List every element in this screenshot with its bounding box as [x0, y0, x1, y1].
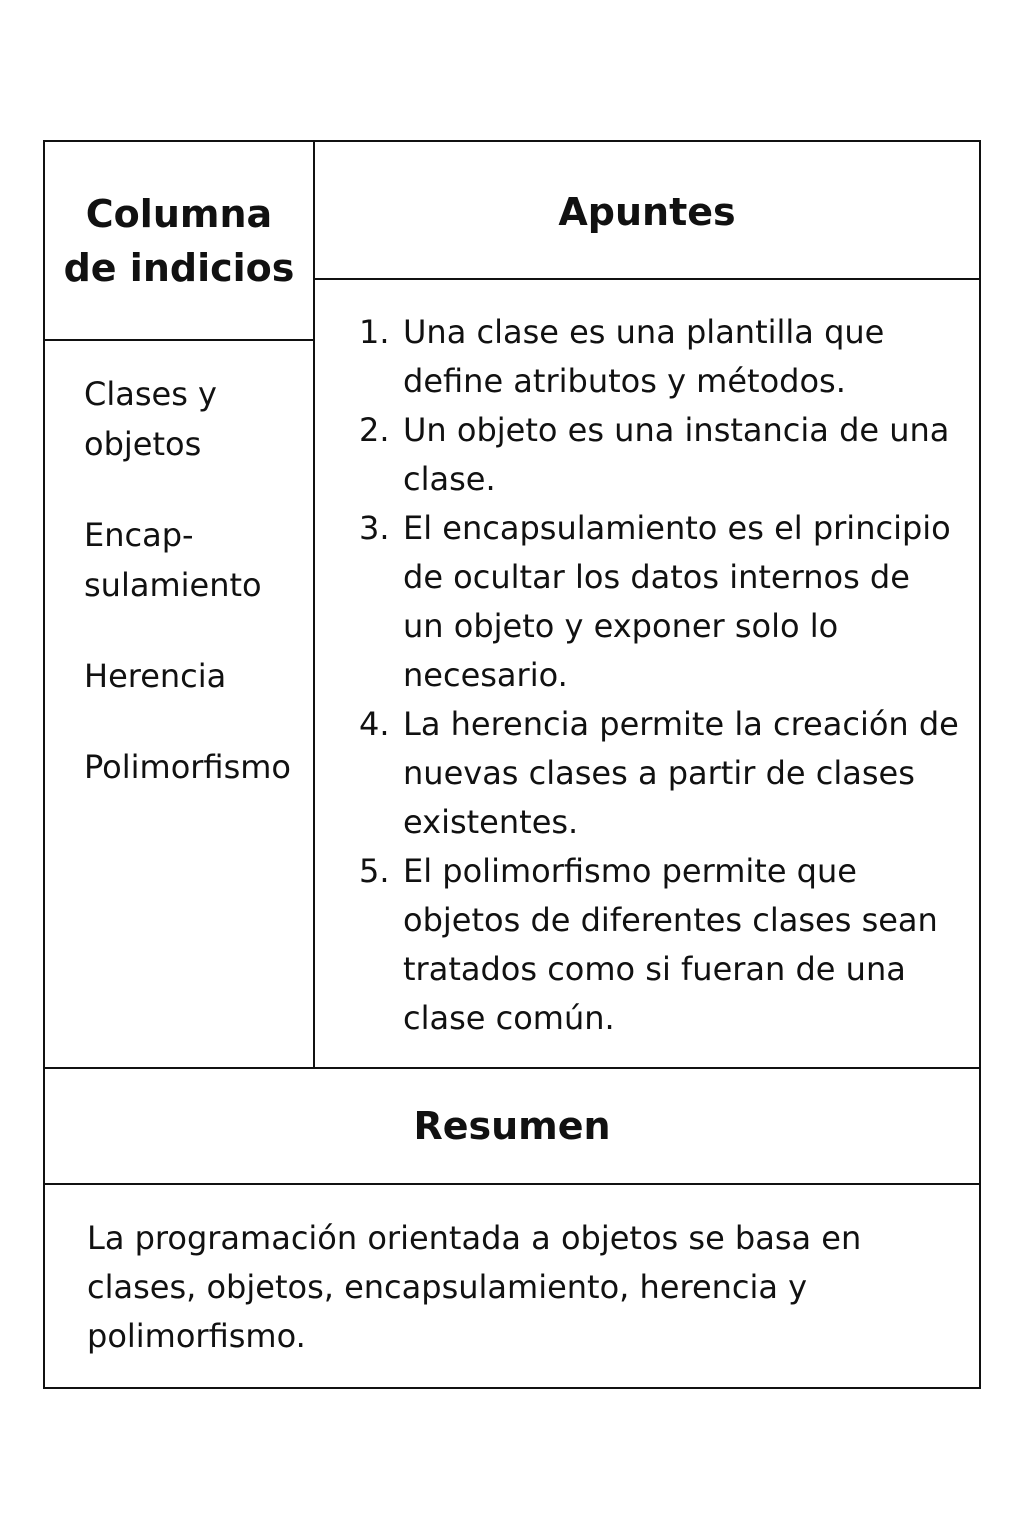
- note-number: 1.: [359, 313, 390, 351]
- note-number: 2.: [359, 411, 390, 449]
- cue-item: Clases y objetos: [84, 375, 217, 463]
- note-text: La herencia permite la creación de nuevas clases a partir de clases existentes.: [403, 705, 959, 841]
- note-number: 5.: [359, 852, 390, 890]
- notes-column: [315, 142, 979, 1067]
- note-item: [359, 406, 959, 504]
- note-item: [359, 504, 959, 700]
- note-item: [359, 700, 959, 847]
- note-item: [359, 308, 959, 406]
- note-item: [359, 847, 959, 1043]
- cornell-notes-sheet: [43, 140, 981, 1389]
- note-number: 3.: [359, 509, 390, 547]
- note-number: 4.: [359, 705, 390, 743]
- note-text: El encapsulamiento es el principio de ocultar los datos internos de un objeto y exponer solo lo necesario.: [403, 509, 951, 694]
- cues-column: [45, 142, 315, 1067]
- cues-header: Columna de indicios: [45, 142, 313, 341]
- notes-header: Apuntes: [315, 142, 979, 280]
- summary-text: La programación orientada a objetos se basa en clases, objetos, encapsulamiento, herencia y polimorfismo.: [87, 1219, 862, 1355]
- note-text: Un objeto es una instancia de una clase.: [403, 411, 950, 498]
- cue-item: Encap- sulamiento: [84, 516, 262, 604]
- note-text: Una clase es una plantilla que define atributos y métodos.: [403, 313, 885, 400]
- notes-list: [359, 308, 959, 1043]
- cue-item: Polimorfismo: [84, 748, 291, 786]
- cues-list: [84, 369, 309, 833]
- note-text: El polimorfismo permite que objetos de diferentes clases sean tratados como si fueran de una clase común.: [403, 852, 938, 1037]
- cue-item: Herencia: [84, 657, 227, 695]
- summary-header: Resumen: [45, 1067, 979, 1185]
